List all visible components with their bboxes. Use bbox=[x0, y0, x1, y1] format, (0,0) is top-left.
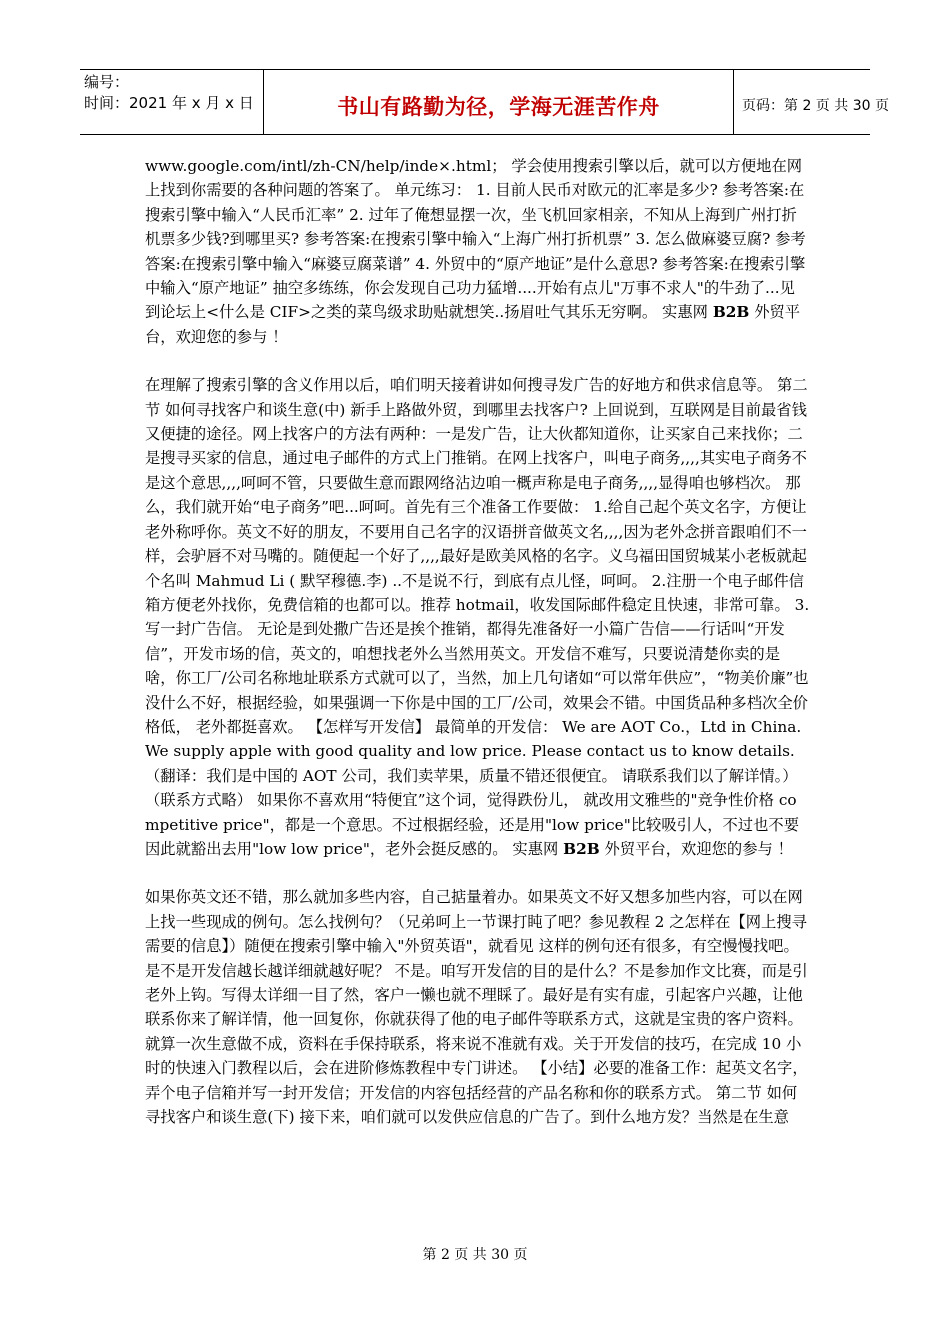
paragraph-text: www.google.com/intl/zh-CN/help/inde×.html； 学会使用搜索引擎以后，就可以方便地在网上找到你需要的各种问题的答案了。 单元练习： 1. 目前人民币对欧元的汇率是多少? 参考答案:在搜索引擎中输入“人民币汇率” 2. 过年了俺想显摆一次，坐飞机回家相亲，不知从上海到广州打折机票多少钱?到哪里买? 参考答案:在搜索引擎中输入“上海广州打折机票” 3. 怎么做麻婆豆腐? 参考答案:在搜索引擎中输入“麻婆豆腐菜谱” 4. 外贸中的“原产地证”是什么意思? 参考答案:在搜索引擎中输入“原产地证” 抽空多练练，你会发现自己功力猛增....开始有点儿"万事不求人"的牛劲了...见到论坛上<什么是 CIF>之类的菜鸟级求助贴就想笑..扬眉吐气其乐无穷啊。 实惠网 bbox=[145, 157, 806, 322]
header-page-cell bbox=[734, 70, 889, 134]
paragraph-text: 如果你英文还不错，那么就加多些内容，自己掂量着办。如果英文不好又想多加些内容，可以在网上找一些现成的例句。怎么找例句？（兄弟呵上一节课打盹了吧？参见教程 2 之怎样在【网上搜寻需要的信息】）随便在搜索引擎中输入"外贸英语"，就看见 这样的例句还有很多，有空慢慢找吧。 是不是开发信越长越详细就越好呢？ 不是。咱写开发信的目的是什么？不是参加作文比赛，而是引老外上钩。写得太详细一目了然，客户一懒也就不理睬了。最好是有实有虚，引起客户兴趣，让他联系你来了解详情，他一回复你，你就获得了他的电子邮件等联系方式，这就是宝贵的客户资料。就算一次生意做不成，资料在手保持联系，将来说不准就有戏。关于开发信的技巧，在完成 10 小时的快速入门教程以后，会在进阶修炼教程中专门讲述。 【小结】必要的准备工作：起英文名字，弄个电子信箱并写一封开发信；开发信的内容包括经营的产品名称和你的联系方式。 第二节 如何寻找客户和谈生意(下) 接下来，咱们就可以发供应信息的广告了。到什么地方发？当然是在生意 bbox=[145, 888, 808, 1127]
paragraph-text: 在理解了搜索引擎的含义作用以后，咱们明天接着讲如何搜寻发广告的好地方和供求信息等。 第二节 如何寻找客户和谈生意(中) 新手上路做外贸，到哪里去找客户? 上回说到，互联网是目前最省钱又便捷的途径。网上找客户的方法有两种：一是发广告，让大伙都知道你，让买家自己来找你；二是搜寻买家的信息，通过电子邮件的方式上门推销。在网上找客户，叫电子商务,,,,其实电子商务不是这个意思,,,,呵呵不管，只要做生意而跟网络沾边咱一概声称是电子商务,,,,显得咱也够档次。 那么，我们就开始“电子商务”吧...呵呵。首先有三个准备工作要做： 1.给自己起个英文名字，方便让老外称呼你。英文不好的朋友，不要用自己名字的汉语拼音做英文名,,,,因为老外念拼音跟咱们不一样，会驴唇不对马嘴的。随便起一个好了,,,,最好是欧美风格的名字。义乌福田国贸城某小老板就起个名叫 Mahmud Li ( 默罕穆德.李) ..不是说不行，到底有点儿怪，呵呵。 2.注册一个电子邮件信箱方便老外找你，免费信箱的也都可以。推荐 hotmail，收发国际邮件稳定且快速，非常可靠。 3.写一封广告信。 无论是到处撒广告还是挨个推销，都得先准备好一小篇广告信——行话叫“开发信”，开发市场的信，英文的，咱想找老外么当然用英文。开发信不难写，只要说清楚你卖的是啥，你工厂/公司名称地址联系方式就可以了，当然，加上几句诸如“可以常年供应”，“物美价廉”也没什么不好，根据经验，如果强调一下你是中国的工厂/公司，效果会不错。中国货品种多档次全价格低， 老外都挺喜欢。 【怎样写开发信】 最简单的开发信： We are AOT Co.，Ltd in China. We supply apple with good quality and low price. Please contact us to know details. （翻译：我们是中国的 AOT 公司，我们卖苹果，质量不错还很便宜。 请联系我们以了解详情。） （联系方式略） 如果你不喜欢用“特便宜”这个词，觉得跌份儿， 就改用文雅些的"竞争性价格 competitive price"，都是一个意思。不过根据经验，还是用"low price"比较吸引人，不过也不要因此就豁出去用"low low price"，老外会挺反感的。 实惠网 bbox=[145, 376, 810, 858]
document-body bbox=[145, 154, 810, 1129]
header-meta bbox=[80, 70, 264, 134]
header-motto: 书山有路勤为径，学海无涯苦作舟 bbox=[337, 95, 660, 119]
paragraph-writing-tips bbox=[145, 885, 810, 1129]
paragraph-spacer bbox=[145, 349, 810, 373]
b2b-emphasis: B2B bbox=[563, 839, 600, 858]
paragraph-search-engine-exercises bbox=[145, 154, 810, 349]
paragraph-tail: 外贸平台，欢迎您的参与 ！ bbox=[599, 839, 793, 858]
document-date-label: 时间：2021 年 x 月 x 日 bbox=[84, 94, 254, 112]
document-number-label: 编号： bbox=[84, 73, 130, 91]
paragraph-spacer bbox=[145, 861, 810, 885]
header-page-info: 页码：第 2 页 共 30 页 bbox=[742, 98, 889, 114]
page-header bbox=[80, 69, 889, 135]
b2b-emphasis: B2B bbox=[712, 303, 750, 322]
paragraph-tail: 外贸平台，欢迎您的参与 ！ bbox=[145, 303, 801, 346]
header-motto-cell bbox=[264, 70, 734, 134]
footer-page-number: 第 2 页 共 30 页 bbox=[422, 1247, 528, 1263]
page-footer bbox=[0, 1244, 950, 1264]
paragraph-finding-customers bbox=[145, 373, 810, 861]
